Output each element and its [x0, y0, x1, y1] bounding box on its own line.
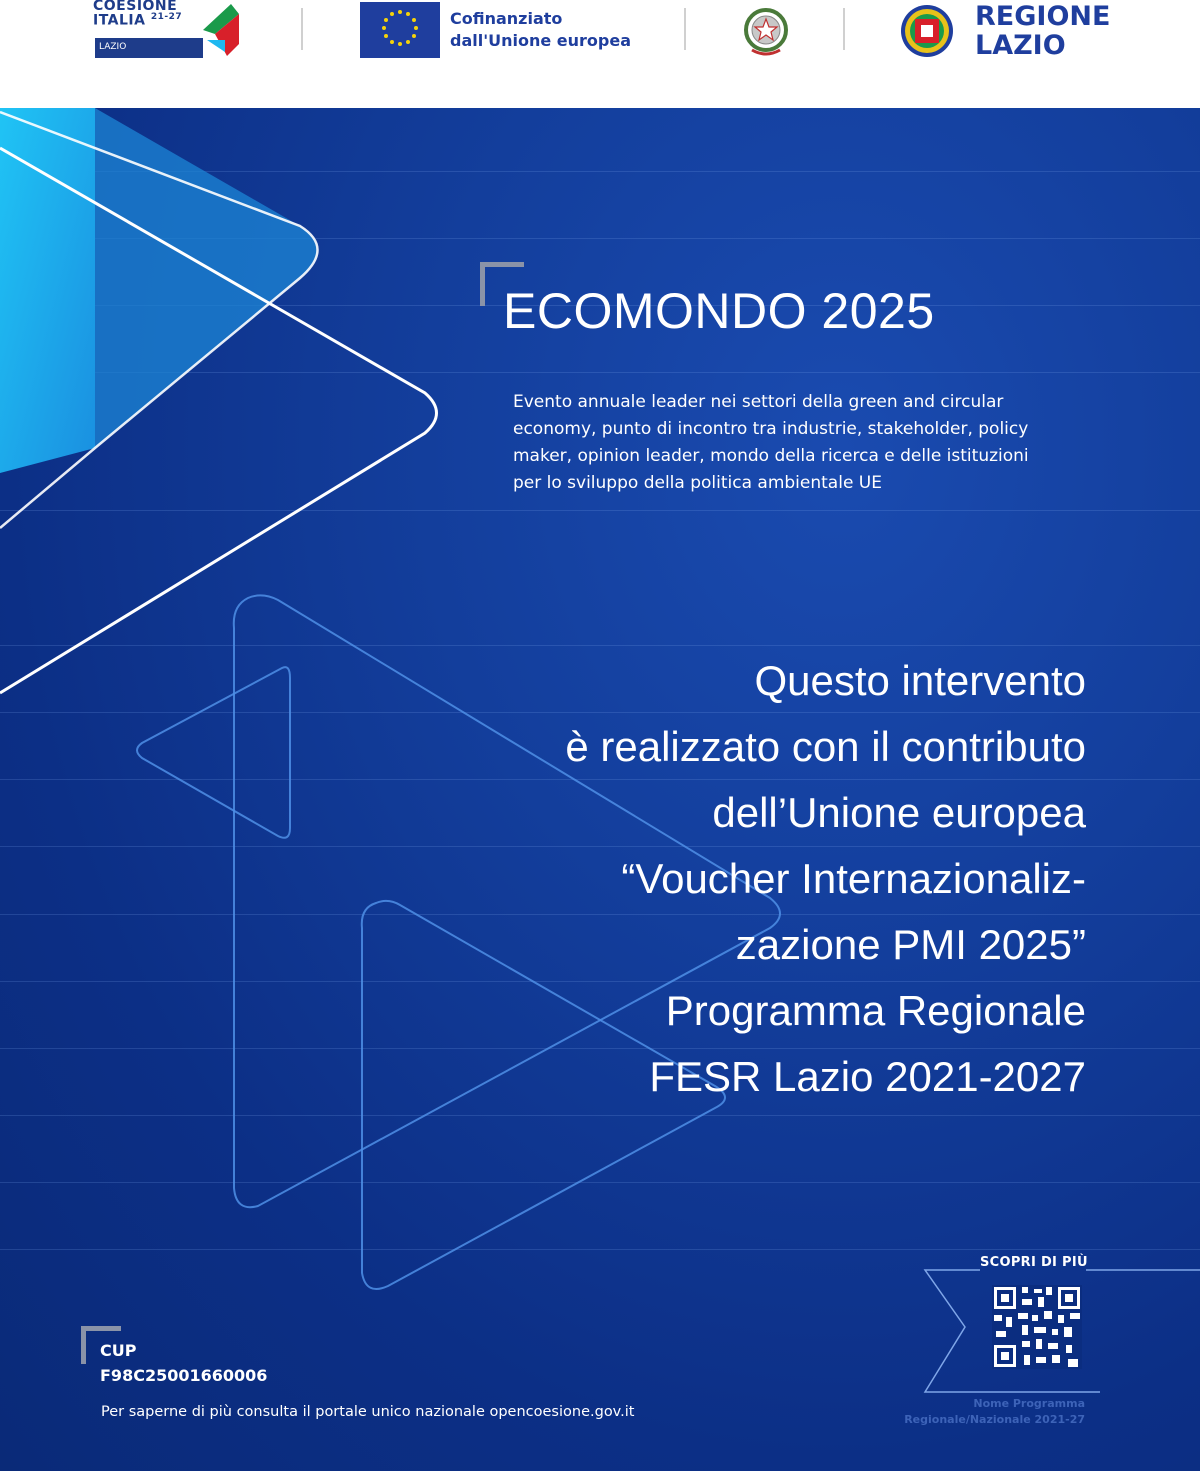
poster-panel — [0, 108, 1200, 1471]
eu-flag-icon — [360, 2, 440, 58]
regione-lazio-text: REGIONE LAZIO — [975, 1, 1111, 61]
statement-line: dell’Unione europea — [712, 789, 1086, 836]
event-description — [513, 389, 1113, 497]
description-line: Evento annuale leader nei settori della green and circular — [513, 392, 1004, 412]
program-note: Nome Programma Regionale/Nazionale 2021-27 — [904, 1397, 1085, 1426]
qr-code-icon[interactable] — [992, 1285, 1082, 1369]
description-line: maker, opinion leader, mondo della ricerca e delle istituzioni — [513, 446, 1029, 466]
funding-statement — [565, 648, 1086, 1110]
scopri-di-piu-label: SCOPRI DI PIÙ — [980, 1255, 1088, 1270]
regione-lazio-crest-icon — [899, 2, 959, 60]
statement-line: “Voucher Internazionaliz- — [621, 855, 1086, 902]
cup-label: CUP — [100, 1341, 137, 1360]
statement-line: zazione PMI 2025” — [735, 921, 1086, 968]
coesione-line1: COESIONE — [93, 0, 178, 14]
statement-line: Questo intervento — [754, 657, 1086, 704]
statement-line: FESR Lazio 2021-2027 — [649, 1053, 1086, 1100]
coesione-italia-logo — [93, 0, 253, 62]
description-line: per lo sviluppo della politica ambientale UE — [513, 473, 882, 493]
italian-republic-emblem-icon — [742, 4, 790, 58]
description-line: economy, punto di incontro tra industrie, stakeholder, policy — [513, 419, 1029, 439]
portal-note: Per saperne di più consulta il portale unico nazionale opencoesione.gov.it — [101, 1404, 635, 1420]
header-divider — [301, 8, 303, 50]
statement-line: Programma Regionale — [665, 987, 1086, 1034]
event-title: ECOMONDO 2025 — [503, 283, 935, 339]
coesione-region-badge: LAZIO — [95, 38, 203, 58]
logo-header — [0, 0, 1200, 108]
header-divider — [843, 8, 845, 50]
coesione-line2: ITALIA $^{21-27}$ — [93, 12, 183, 29]
coesione-arrow-icon — [201, 0, 241, 58]
header-divider — [684, 8, 686, 50]
eu-cofinanced-text: Cofinanziato dall'Unione europea — [450, 9, 632, 50]
cup-code: F98C25001660006 — [100, 1366, 268, 1385]
statement-line: è realizzato con il contributo — [565, 723, 1086, 770]
